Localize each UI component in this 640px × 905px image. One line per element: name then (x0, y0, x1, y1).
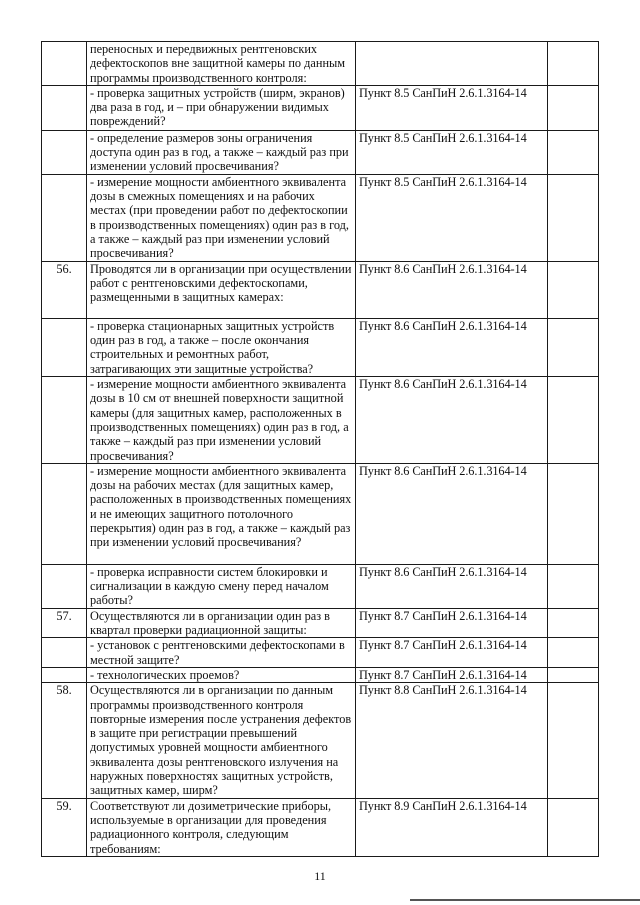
item-number-cell (42, 42, 87, 86)
mark-cell (548, 608, 599, 638)
mark-cell (548, 377, 599, 464)
table-row (42, 377, 599, 464)
legal-reference-cell: Пункт 8.6 СанПиН 2.6.1.3164-14 (356, 463, 548, 564)
requirement-text-cell: - измерение мощности амбиентного эквивалента дозы в смежных помещениях и на рабочих местах (при проведении работ по дефектоскопии в производственных помещениях) один раз в год, а также – каждый раз при изменении условий просвечивания? (87, 174, 356, 261)
requirement-text-cell: Осуществляются ли в организации по данным программы производственного контроля повторные измерения после устранения дефектов в защите при регистрации превышений допустимых уровней мощности амбиентного эквивалента дозы рентгеновского излучения на наружных поверхностях защитных устройств, защитных камер, ширм? (87, 683, 356, 798)
item-number-cell (42, 667, 87, 682)
mark-cell (548, 130, 599, 174)
legal-reference-cell: Пункт 8.5 СанПиН 2.6.1.3164-14 (356, 130, 548, 174)
requirement-text-cell: - измерение мощности амбиентного эквивалента дозы в 10 см от внешней поверхности защитной камеры (для защитных камер, расположенных в производственных помещениях) один раз в год, а также – каждый раз при изменении условий просвечивания? (87, 377, 356, 464)
requirement-text-cell: - определение размеров зоны ограничения доступа один раз в год, а также – каждый раз при изменении условий просвечивания? (87, 130, 356, 174)
item-number-cell: 57. (42, 608, 87, 638)
legal-reference-cell: Пункт 8.5 СанПиН 2.6.1.3164-14 (356, 174, 548, 261)
requirement-text-cell: Осуществляются ли в организации один раз в квартал проверки радиационной защиты: (87, 608, 356, 638)
item-number-cell (42, 130, 87, 174)
checklist-table (41, 41, 599, 857)
legal-reference-cell: Пункт 8.6 СанПиН 2.6.1.3164-14 (356, 261, 548, 318)
bottom-rule (410, 899, 640, 901)
item-number-cell (42, 85, 87, 130)
mark-cell (548, 798, 599, 856)
requirement-text-cell: - проверка защитных устройств (ширм, экранов) два раза в год, и – при обнаружении видимых повреждений? (87, 85, 356, 130)
mark-cell (548, 683, 599, 798)
mark-cell (548, 638, 599, 668)
mark-cell (548, 463, 599, 564)
table-row (42, 463, 599, 564)
legal-reference-cell (356, 42, 548, 86)
item-number-cell (42, 564, 87, 608)
table-row (42, 85, 599, 130)
item-number-cell: 56. (42, 261, 87, 318)
legal-reference-cell: Пункт 8.9 СанПиН 2.6.1.3164-14 (356, 798, 548, 856)
table-row (42, 798, 599, 856)
table-row (42, 667, 599, 682)
requirement-text-cell: переносных и передвижных рентгеновских дефектоскопов вне защитной камеры по данным программы производственного контроля: (87, 42, 356, 86)
legal-reference-cell: Пункт 8.7 СанПиН 2.6.1.3164-14 (356, 638, 548, 668)
table-row (42, 42, 599, 86)
item-number-cell: 59. (42, 798, 87, 856)
table-row (42, 608, 599, 638)
requirement-text-cell: Соответствуют ли дозиметрические приборы, используемые в организации для проведения радиационного контроля, следующим требованиям: (87, 798, 356, 856)
item-number-cell (42, 463, 87, 564)
table-row (42, 638, 599, 668)
requirement-text-cell: - проверка стационарных защитных устройств один раз в год, а также – после окончания строительных и ремонтных работ, затрагивающих эти защитные устройства? (87, 318, 356, 376)
legal-reference-cell: Пункт 8.7 СанПиН 2.6.1.3164-14 (356, 608, 548, 638)
item-number-cell: 58. (42, 683, 87, 798)
item-number-cell (42, 174, 87, 261)
legal-reference-cell: Пункт 8.6 СанПиН 2.6.1.3164-14 (356, 318, 548, 376)
table-row (42, 318, 599, 376)
item-number-cell (42, 318, 87, 376)
requirement-text-cell: Проводятся ли в организации при осуществлении работ с рентгеновскими дефектоскопами, размещенными в защитных камерах: (87, 261, 356, 318)
requirement-text-cell: - установок с рентгеновскими дефектоскопами в местной защите? (87, 638, 356, 668)
mark-cell (548, 667, 599, 682)
item-number-cell (42, 377, 87, 464)
legal-reference-cell: Пункт 8.5 СанПиН 2.6.1.3164-14 (356, 85, 548, 130)
legal-reference-cell: Пункт 8.8 СанПиН 2.6.1.3164-14 (356, 683, 548, 798)
mark-cell (548, 261, 599, 318)
requirement-text-cell: - измерение мощности амбиентного эквивалента дозы на рабочих местах (для защитных камер, расположенных в производственных помещениях и не имеющих защитного потолочного перекрытия) один раз в год, а также – каждый раз при изменении условий просвечивания? (87, 463, 356, 564)
table-row (42, 683, 599, 798)
mark-cell (548, 42, 599, 86)
mark-cell (548, 564, 599, 608)
table-row (42, 261, 599, 318)
table-row (42, 564, 599, 608)
table-row (42, 130, 599, 174)
mark-cell (548, 85, 599, 130)
mark-cell (548, 174, 599, 261)
item-number-cell (42, 638, 87, 668)
legal-reference-cell: Пункт 8.6 СанПиН 2.6.1.3164-14 (356, 377, 548, 464)
page-number: 11 (314, 869, 326, 883)
table-row (42, 174, 599, 261)
requirement-text-cell: - проверка исправности систем блокировки и сигнализации в каждую смену перед началом работы? (87, 564, 356, 608)
legal-reference-cell: Пункт 8.6 СанПиН 2.6.1.3164-14 (356, 564, 548, 608)
mark-cell (548, 318, 599, 376)
legal-reference-cell: Пункт 8.7 СанПиН 2.6.1.3164-14 (356, 667, 548, 682)
requirement-text-cell: - технологических проемов? (87, 667, 356, 682)
